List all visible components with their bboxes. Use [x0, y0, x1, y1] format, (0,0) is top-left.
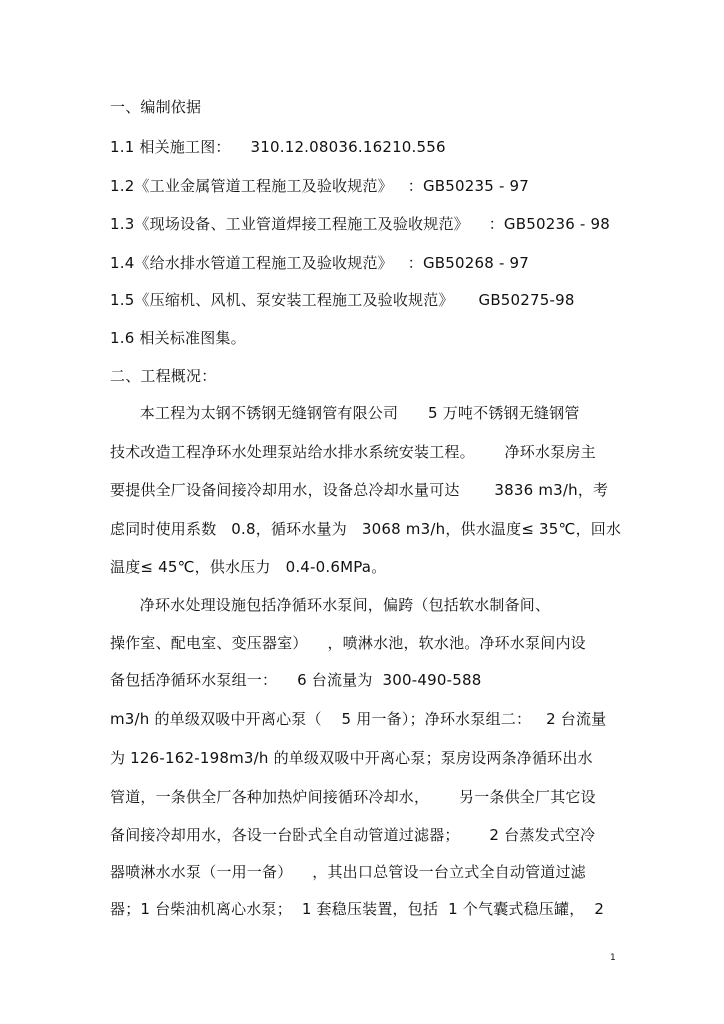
basis-item-drawings: 1.1 相关施工图： 310.12.08036.16210.556: [110, 138, 446, 156]
paragraph-line: 技术改造工程净环水处理泵站给水排水系统安装工程。 净环水泵房主: [110, 443, 596, 461]
basis-item-gb50268: 1.4《给水排水管道工程施工及验收规范》 ：GB50268 - 97: [110, 254, 530, 272]
paragraph-line: 要提供全厂设备间接冷却用水，设备总冷却水量可达 3836 m3/h，考: [110, 481, 609, 499]
paragraph-line: 器；1 台柴油机离心水泵； 1 套稳压装置，包括 1 个气囊式稳压罐， 2: [110, 900, 605, 918]
paragraph-line: 备间接冷却用水，各设一台卧式全自动管道过滤器； 2 台蒸发式空冷: [110, 826, 596, 844]
paragraph-line: 为 126-162-198m3/h 的单级双吸中开离心泵；泵房设两条净循环出水: [110, 749, 593, 767]
paragraph-line: 备包括净循环水泵组一： 6 台流量为 300-490-588: [110, 671, 482, 689]
basis-item-gb50235: 1.2《工业金属管道工程施工及验收规范》 ：GB50235 - 97: [110, 177, 530, 195]
paragraph-line: 净环水处理设施包括净循环水泵间，偏跨（包括软水制备间、: [110, 596, 551, 614]
heading-overview: 二、工程概况：: [110, 367, 217, 385]
paragraph-line: m3/h 的单级双吸中开离心泵（ 5 用一备）；净环水泵组二： 2 台流量: [110, 710, 607, 728]
paragraph-line: 器喷淋水水泵（一用一备） ，其出口总管设一台立式全自动管道过滤: [110, 863, 586, 881]
basis-item-gb50275: 1.5《压缩机、风机、泵安装工程施工及验收规范》 GB50275-98: [110, 291, 575, 309]
paragraph-line: 本工程为太钢不锈钢无缝钢管有限公司 5 万吨不锈钢无缝钢管: [110, 404, 580, 422]
heading-basis: 一、编制依据: [110, 98, 202, 116]
basis-item-gb50236: 1.3《现场设备、工业管道焊接工程施工及验收规范》 ：GB50236 - 98: [110, 215, 610, 233]
paragraph-line: 操作室、配电室、变压器室） ，喷淋水池，软水池。净环水泵间内设: [110, 634, 586, 652]
basis-item-standards: 1.6 相关标准图集。: [110, 329, 246, 347]
page-number: 1: [610, 953, 616, 963]
paragraph-line: 温度≤ 45℃，供水压力 0.4-0.6MPa。: [110, 558, 387, 576]
paragraph-line: 虑同时使用系数 0.8，循环水量为 3068 m3/h，供水温度≤ 35℃，回水: [110, 520, 622, 538]
paragraph-line: 管道，一条供全厂各种加热炉间接循环冷却水， 另一条供全厂其它设: [110, 788, 596, 806]
